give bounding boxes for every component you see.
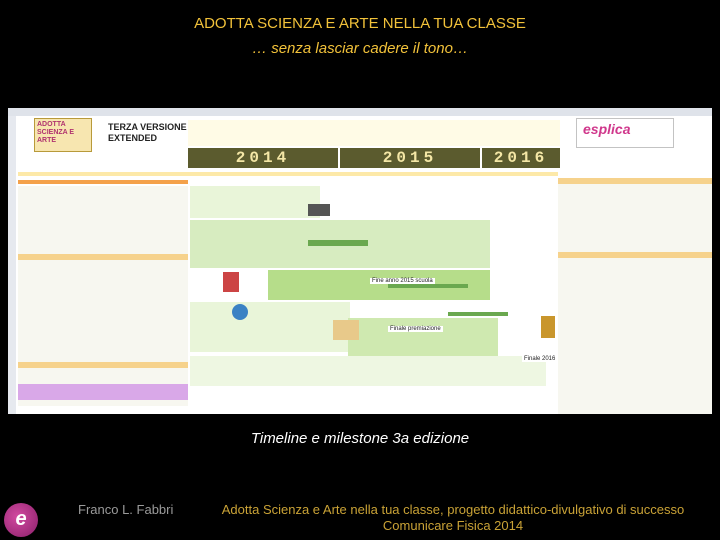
milestone-label: Finale premiazione: [390, 326, 441, 332]
section-header: [558, 252, 712, 258]
trophy-icon: [223, 272, 239, 292]
logo-letter-icon: e: [15, 508, 27, 530]
slide-title: ADOTTA SCIENZA E ARTE NELLA TUA CLASSE: [194, 15, 526, 32]
people-icon: [333, 320, 359, 340]
gantt-bar: [388, 284, 468, 288]
section-highlight: [18, 384, 188, 400]
section-header: [18, 362, 188, 368]
year-2015: 2015: [340, 148, 480, 168]
gantt-bar: [308, 240, 368, 246]
footer-line2: Comunicare Fisica 2014: [382, 518, 524, 533]
comunicare-fisica-logo: [4, 503, 38, 537]
esplica-logo: [576, 118, 674, 148]
row-numbers: [8, 116, 16, 414]
section-header: [18, 254, 188, 260]
month-header: [188, 120, 560, 146]
task-list: [18, 186, 188, 406]
gantt-block: [190, 186, 320, 218]
project-thumbnail: [34, 118, 92, 152]
esplica-logo-text: esplica: [583, 121, 631, 137]
version-line2: EXTENDED: [108, 133, 158, 143]
author-name: Franco L. Fabbri: [78, 502, 174, 517]
gantt-bar: [448, 312, 508, 316]
spreadsheet-image: [8, 108, 712, 414]
gantt-row: [18, 172, 558, 176]
trophy-icon: [541, 316, 555, 338]
globe-icon: [232, 304, 248, 320]
section-header: [558, 178, 712, 184]
thumbnail-text: ADOTTA SCIENZA E ARTE: [37, 121, 75, 144]
slide-caption: Timeline e milestone 3a edizione: [250, 430, 470, 447]
gantt-row: [18, 180, 188, 184]
gantt-block: [190, 302, 350, 352]
slide-subtitle: … senza lasciar cadere il tono…: [252, 40, 468, 57]
milestone-label: Finale 2016: [524, 356, 556, 362]
group-icon: [308, 204, 330, 216]
year-2014: 2014: [188, 148, 338, 168]
milestone-label: Fine anno 2015 scuola: [372, 278, 433, 284]
version-label: [108, 122, 187, 144]
footer-text: [196, 502, 710, 534]
footer-line1: Adotta Scienza e Arte nella tua classe, progetto didattico-divulgativo di successo: [221, 502, 685, 517]
gantt-block: [190, 356, 546, 386]
column-header: [8, 108, 712, 116]
year-2016: 2016: [482, 148, 560, 168]
right-task-list: [558, 178, 712, 414]
version-line1: TERZA VERSIONE: [108, 122, 187, 132]
